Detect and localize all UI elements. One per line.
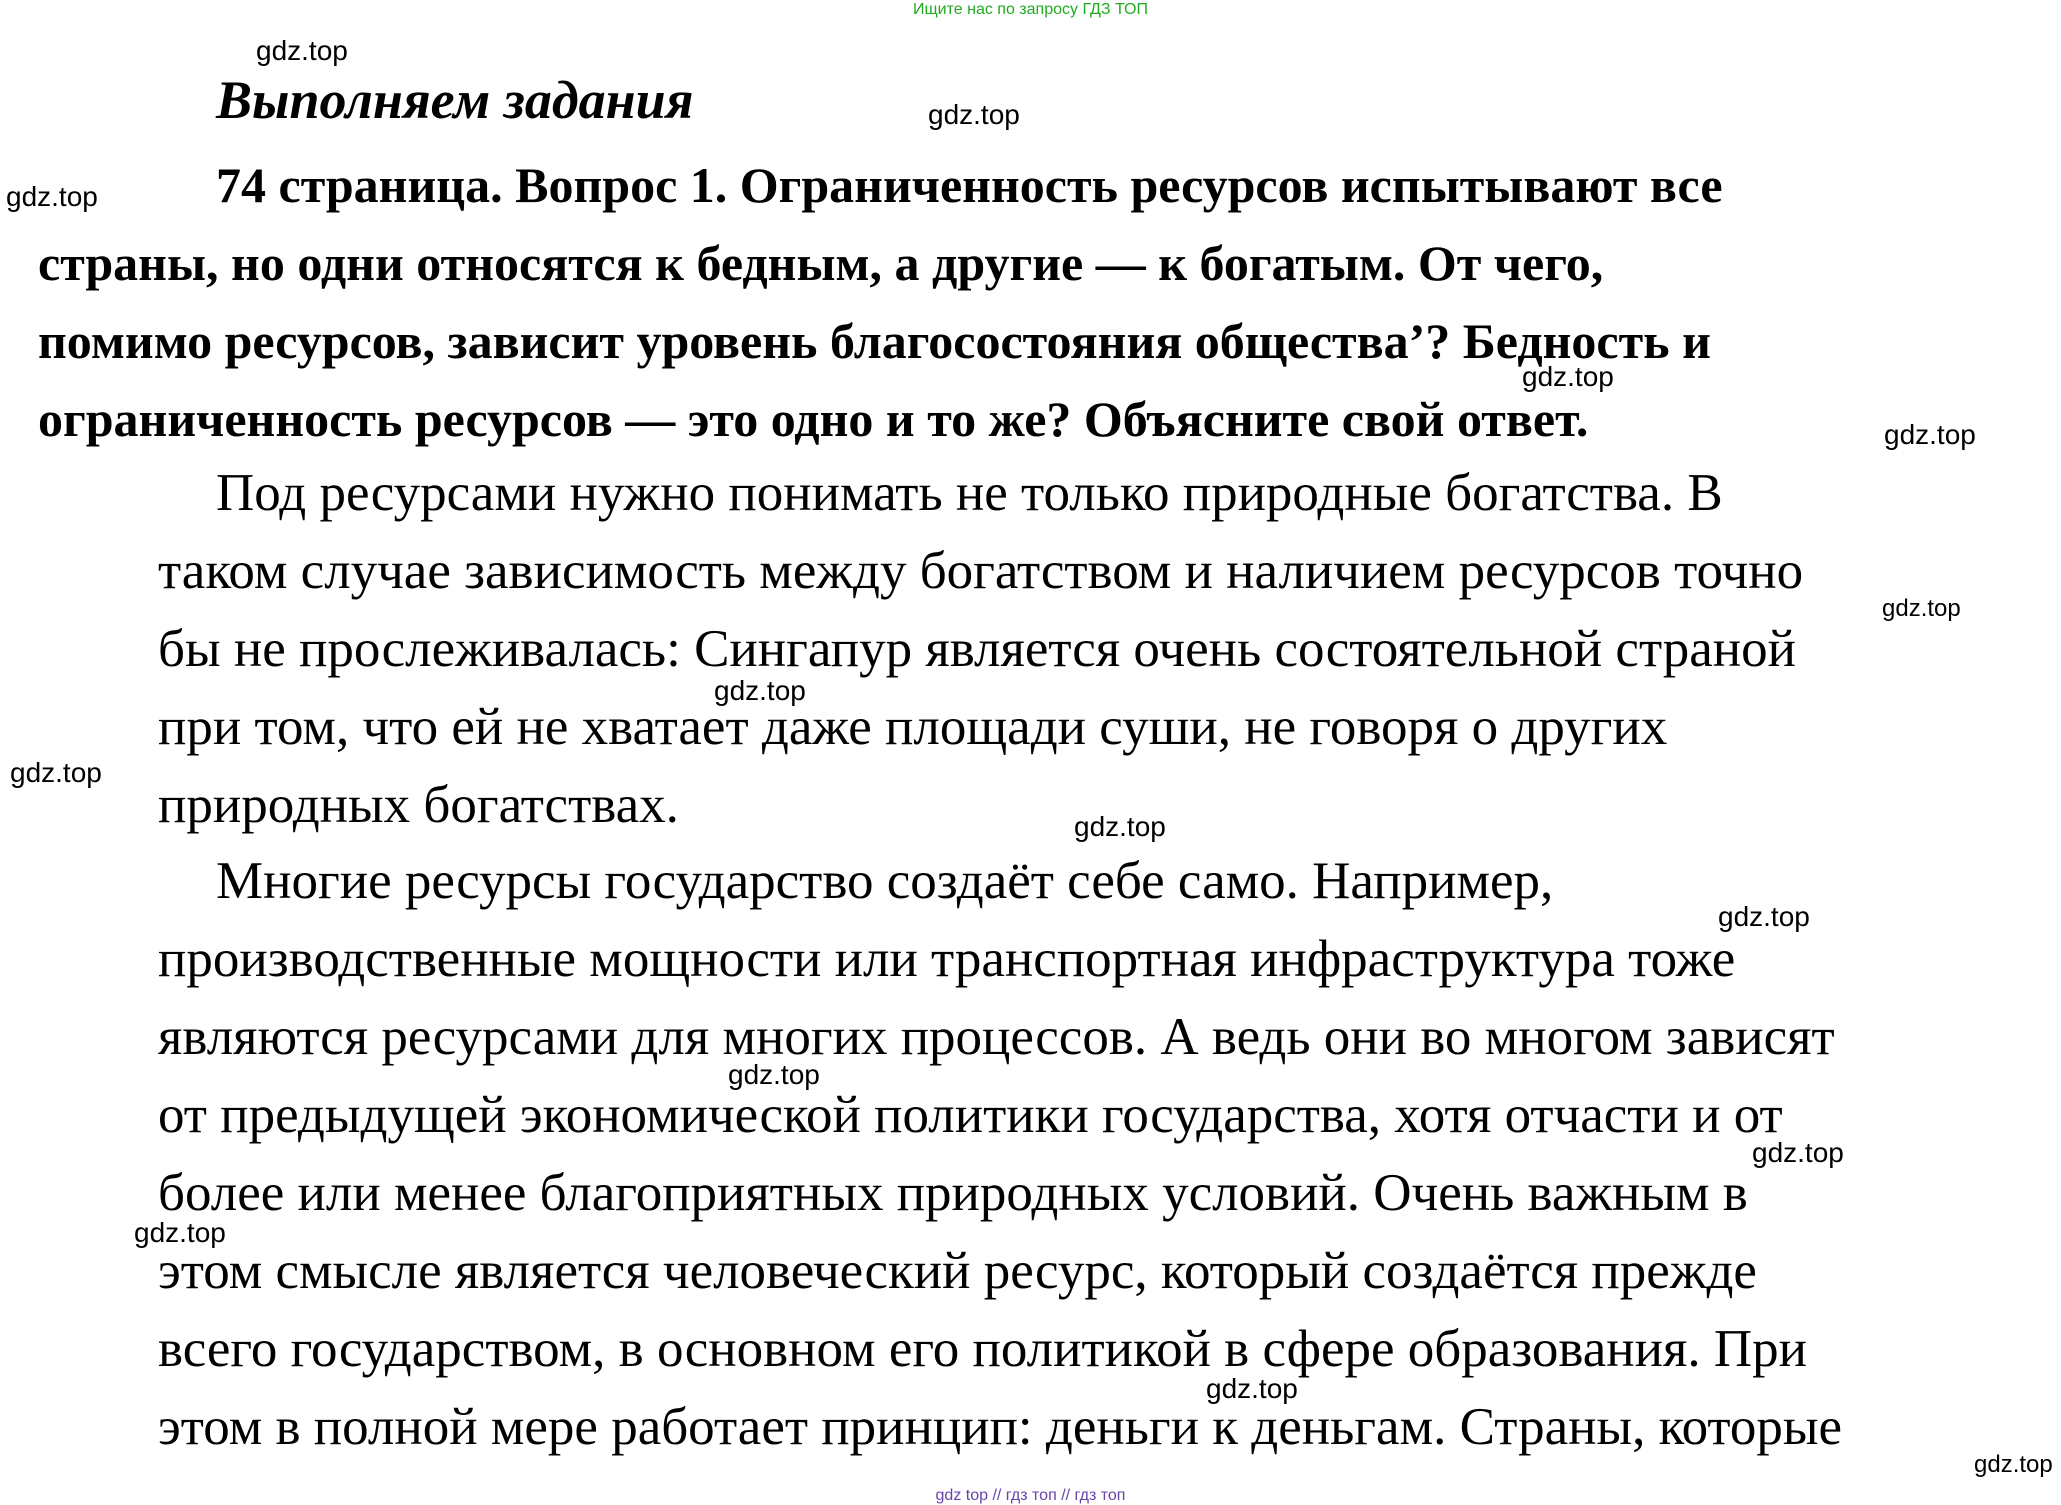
watermark: gdz.top	[928, 99, 1020, 130]
section-heading: Выполняем задания	[216, 70, 694, 130]
question-line: помимо ресурсов, зависит уровень благосостояния общества’? Бедность и	[38, 313, 1711, 369]
watermark: gdz.top	[134, 1217, 226, 1248]
question-line: страны, но одни относятся к бедным, а другие — к богатым. От чего,	[38, 235, 1604, 291]
answer-line: производственные мощности или транспортная инфраструктура тоже	[158, 930, 1736, 988]
answer-line: таком случае зависимость между богатством и наличием ресурсов точно	[158, 542, 1804, 600]
watermark: gdz.top	[1884, 419, 1976, 450]
answer-line: при том, что ей не хватает даже площади суши, не говоря о других	[158, 698, 1668, 756]
answer-line: Под ресурсами нужно понимать не только природные богатства. В	[216, 464, 1723, 522]
answer-line: Многие ресурсы государство создаёт себе само. Например,	[216, 852, 1554, 910]
question-line: 74 страница. Вопрос 1. Ограниченность ресурсов испытывают все	[216, 157, 1723, 213]
watermark: gdz.top	[6, 181, 98, 212]
watermark: gdz.top	[1752, 1137, 1844, 1168]
watermark: gdz.top	[1974, 1451, 2053, 1478]
answer-line: этом в полной мере работает принцип: деньги к деньгам. Страны, которые	[158, 1398, 1843, 1456]
answer-line: природных богатствах.	[158, 776, 679, 834]
answer-line: этом смысле является человеческий ресурс, который создаётся прежде	[158, 1242, 1757, 1300]
watermark: gdz.top	[1718, 901, 1810, 932]
watermark: gdz.top	[714, 675, 806, 706]
question-text	[38, 146, 2028, 458]
answer-line: являются ресурсами для многих процессов. А ведь они во многом зависят	[158, 1008, 1835, 1066]
answer-line: более или менее благоприятных природных условий. Очень важным в	[158, 1164, 1748, 1222]
watermark: gdz.top	[1074, 811, 1166, 842]
question-line: ограниченность ресурсов — это одно и то же? Объясните свой ответ.	[38, 391, 1589, 447]
watermark: gdz.top	[728, 1059, 820, 1090]
answer-paragraph-1	[158, 454, 2048, 844]
top-banner: Ищите нас по запросу ГДЗ ТОП	[913, 1, 1148, 18]
watermark: gdz.top	[1522, 361, 1614, 392]
watermark: gdz.top	[10, 757, 102, 788]
answer-line: от предыдущей экономической политики государства, хотя отчасти и от	[158, 1086, 1783, 1144]
answer-line: всего государством, в основном его политикой в сфере образования. При	[158, 1320, 1807, 1378]
watermark: gdz.top	[1882, 595, 1961, 622]
answer-line: бы не прослеживалась: Сингапур является очень состоятельной страной	[158, 620, 1797, 678]
watermark: gdz.top	[1206, 1373, 1298, 1404]
watermark: gdz.top	[256, 35, 348, 66]
footer-watermark: gdz top // гдз топ // гдз топ	[935, 1487, 1126, 1504]
